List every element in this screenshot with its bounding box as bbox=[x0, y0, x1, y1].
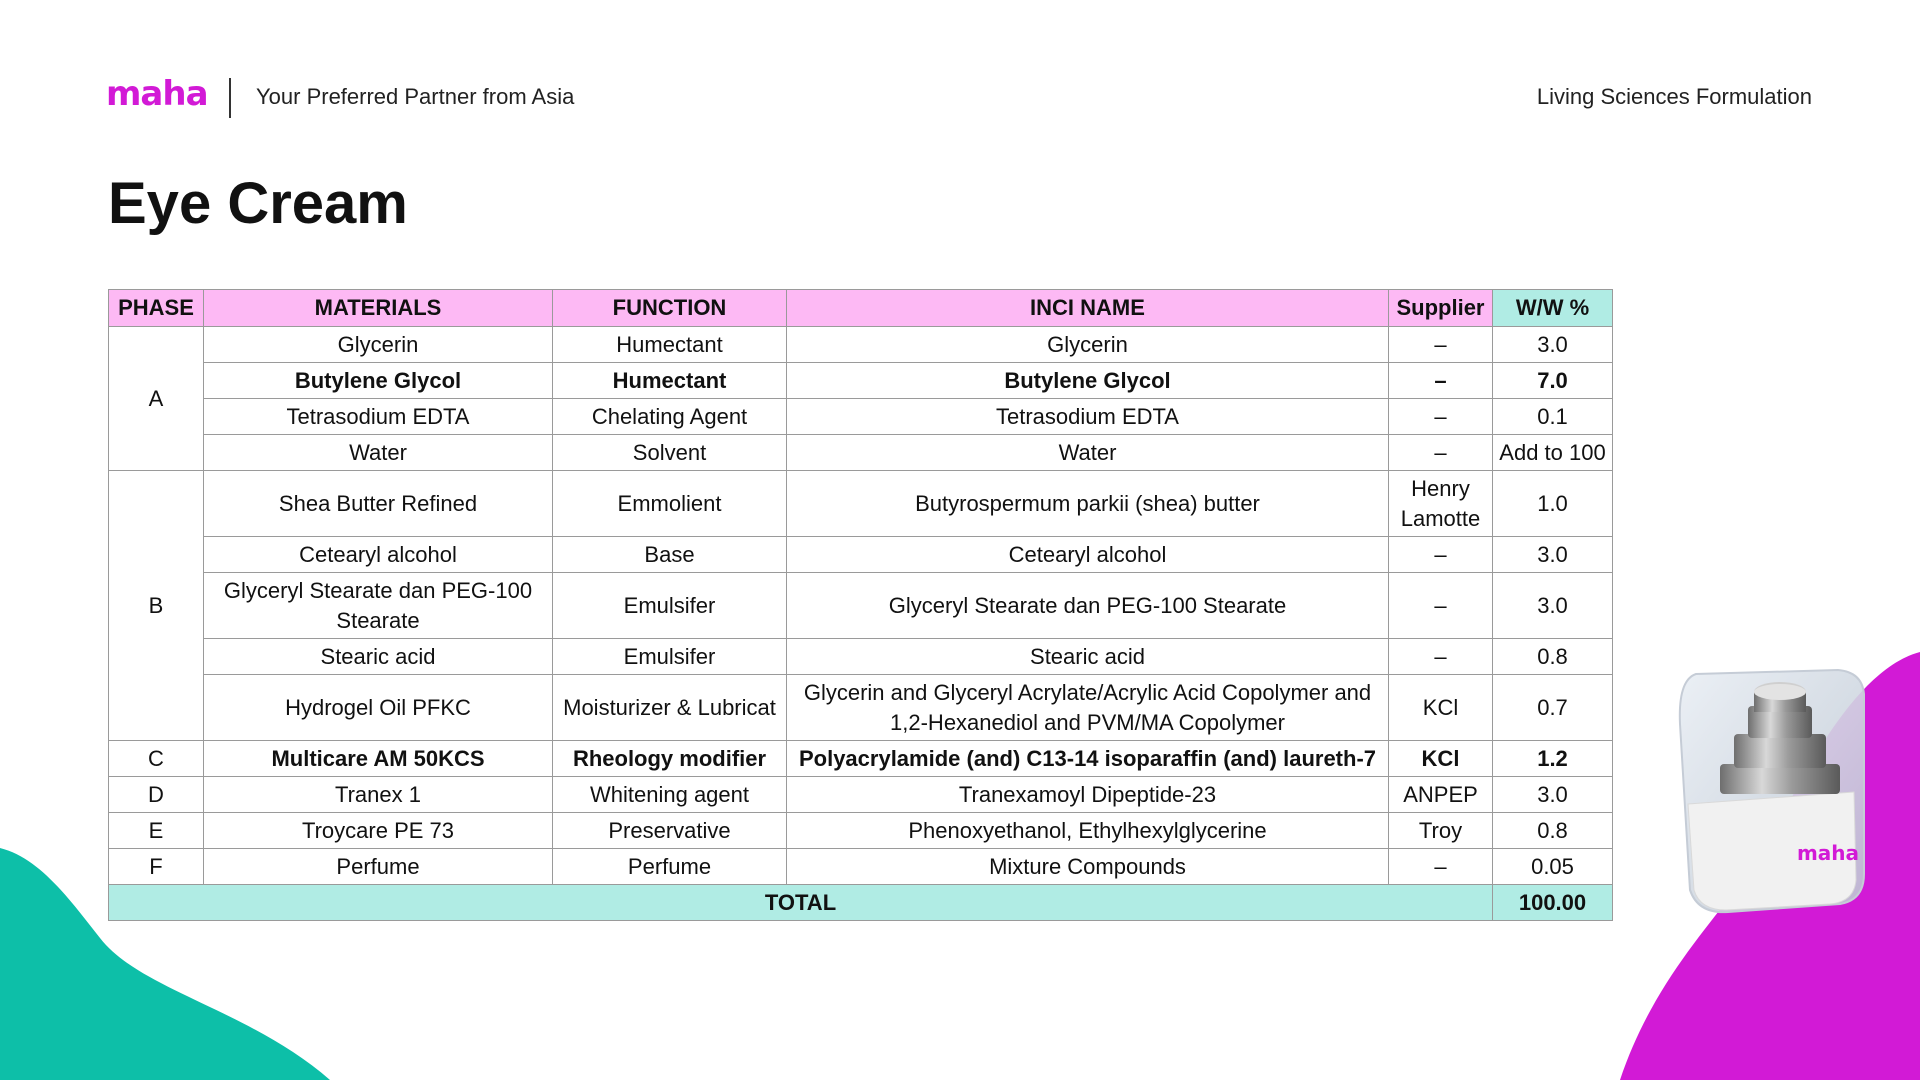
ww-cell: 1.2 bbox=[1493, 741, 1613, 777]
material-cell: Tranex 1 bbox=[204, 777, 553, 813]
ww-cell: 0.8 bbox=[1493, 639, 1613, 675]
supplier-cell: – bbox=[1389, 849, 1493, 885]
column-header-supplier: Supplier bbox=[1389, 290, 1493, 327]
supplier-cell: – bbox=[1389, 537, 1493, 573]
ww-cell: 3.0 bbox=[1493, 777, 1613, 813]
table-row bbox=[109, 813, 1613, 849]
total-value: 100.00 bbox=[1493, 885, 1613, 921]
inci-cell: Polyacrylamide (and) C13-14 isoparaffin (and) laureth-7 bbox=[787, 741, 1389, 777]
function-cell: Whitening agent bbox=[553, 777, 787, 813]
material-cell: Troycare PE 73 bbox=[204, 813, 553, 849]
total-label: TOTAL bbox=[109, 885, 1493, 921]
column-header-materials: MATERIALS bbox=[204, 290, 553, 327]
material-cell: Stearic acid bbox=[204, 639, 553, 675]
supplier-cell: – bbox=[1389, 435, 1493, 471]
inci-cell: Butylene Glycol bbox=[787, 363, 1389, 399]
header-subtitle: Living Sciences Formulation bbox=[1536, 84, 1812, 109]
function-cell: Base bbox=[553, 537, 787, 573]
column-header-ww: W/W % bbox=[1493, 290, 1613, 327]
table-row bbox=[109, 399, 1613, 435]
jar-logo: maha bbox=[1796, 841, 1860, 865]
material-cell: Tetrasodium EDTA bbox=[204, 399, 553, 435]
supplier-cell: – bbox=[1389, 399, 1493, 435]
ww-cell: 0.8 bbox=[1493, 813, 1613, 849]
table-row bbox=[109, 639, 1613, 675]
eye-cream-jar-icon bbox=[1668, 664, 1878, 934]
ww-cell: 0.1 bbox=[1493, 399, 1613, 435]
function-cell: Rheology modifier bbox=[553, 741, 787, 777]
header-divider bbox=[229, 78, 231, 118]
table-row bbox=[109, 363, 1613, 399]
supplier-cell: KCl bbox=[1389, 741, 1493, 777]
column-header-phase: PHASE bbox=[109, 290, 204, 327]
function-cell: Emulsifer bbox=[553, 573, 787, 639]
material-cell: Perfume bbox=[204, 849, 553, 885]
function-cell: Solvent bbox=[553, 435, 787, 471]
table-row bbox=[109, 741, 1613, 777]
material-cell: Cetearyl alcohol bbox=[204, 537, 553, 573]
formula-table bbox=[108, 289, 1613, 921]
supplier-cell: Henry Lamotte bbox=[1389, 471, 1493, 537]
function-cell: Emulsifer bbox=[553, 639, 787, 675]
total-row bbox=[109, 885, 1613, 921]
inci-cell: Glycerin bbox=[787, 327, 1389, 363]
supplier-cell: KCl bbox=[1389, 675, 1493, 741]
inci-cell: Phenoxyethanol, Ethylhexylglycerine bbox=[787, 813, 1389, 849]
function-cell: Emmolient bbox=[553, 471, 787, 537]
supplier-cell: – bbox=[1389, 363, 1493, 399]
phase-cell: E bbox=[109, 813, 204, 849]
inci-cell: Stearic acid bbox=[787, 639, 1389, 675]
inci-cell: Cetearyl alcohol bbox=[787, 537, 1389, 573]
function-cell: Moisturizer & Lubricat bbox=[553, 675, 787, 741]
function-cell: Humectant bbox=[553, 327, 787, 363]
material-cell: Water bbox=[204, 435, 553, 471]
table-row bbox=[109, 777, 1613, 813]
inci-cell: Glycerin and Glyceryl Acrylate/Acrylic Acid Copolymer and 1,2-Hexanediol and PVM/MA Copolymer bbox=[787, 675, 1389, 741]
column-header-inci-name: INCI NAME bbox=[787, 290, 1389, 327]
page-title: Eye Cream bbox=[108, 171, 408, 236]
inci-cell: Tranexamoyl Dipeptide-23 bbox=[787, 777, 1389, 813]
inci-cell: Butyrospermum parkii (shea) butter bbox=[787, 471, 1389, 537]
supplier-cell: ANPEP bbox=[1389, 777, 1493, 813]
table-row bbox=[109, 471, 1613, 537]
ww-cell: 0.7 bbox=[1493, 675, 1613, 741]
phase-cell: B bbox=[109, 471, 204, 741]
phase-cell: F bbox=[109, 849, 204, 885]
ww-cell: 3.0 bbox=[1493, 573, 1613, 639]
function-cell: Perfume bbox=[553, 849, 787, 885]
table-header-row bbox=[109, 290, 1613, 327]
inci-cell: Mixture Compounds bbox=[787, 849, 1389, 885]
function-cell: Chelating Agent bbox=[553, 399, 787, 435]
table-row bbox=[109, 435, 1613, 471]
ww-cell: 0.05 bbox=[1493, 849, 1613, 885]
material-cell: Glyceryl Stearate dan PEG-100 Stearate bbox=[204, 573, 553, 639]
table-row bbox=[109, 537, 1613, 573]
brand-logo: maha bbox=[106, 74, 208, 114]
table-row bbox=[109, 849, 1613, 885]
header-tagline: Your Preferred Partner from Asia bbox=[256, 84, 575, 109]
ww-cell: Add to 100 bbox=[1493, 435, 1613, 471]
ww-cell: 3.0 bbox=[1493, 327, 1613, 363]
table-row bbox=[109, 675, 1613, 741]
function-cell: Humectant bbox=[553, 363, 787, 399]
material-cell: Glycerin bbox=[204, 327, 553, 363]
phase-cell: D bbox=[109, 777, 204, 813]
inci-cell: Water bbox=[787, 435, 1389, 471]
function-cell: Preservative bbox=[553, 813, 787, 849]
phase-cell: C bbox=[109, 741, 204, 777]
supplier-cell: Troy bbox=[1389, 813, 1493, 849]
ww-cell: 7.0 bbox=[1493, 363, 1613, 399]
phase-cell: A bbox=[109, 327, 204, 471]
supplier-cell: – bbox=[1389, 327, 1493, 363]
supplier-cell: – bbox=[1389, 639, 1493, 675]
material-cell: Butylene Glycol bbox=[204, 363, 553, 399]
supplier-cell: – bbox=[1389, 573, 1493, 639]
column-header-function: FUNCTION bbox=[553, 290, 787, 327]
ww-cell: 1.0 bbox=[1493, 471, 1613, 537]
material-cell: Multicare AM 50KCS bbox=[204, 741, 553, 777]
material-cell: Shea Butter Refined bbox=[204, 471, 553, 537]
inci-cell: Tetrasodium EDTA bbox=[787, 399, 1389, 435]
table-row bbox=[109, 573, 1613, 639]
inci-cell: Glyceryl Stearate dan PEG-100 Stearate bbox=[787, 573, 1389, 639]
ww-cell: 3.0 bbox=[1493, 537, 1613, 573]
material-cell: Hydrogel Oil PFKC bbox=[204, 675, 553, 741]
table-row bbox=[109, 327, 1613, 363]
